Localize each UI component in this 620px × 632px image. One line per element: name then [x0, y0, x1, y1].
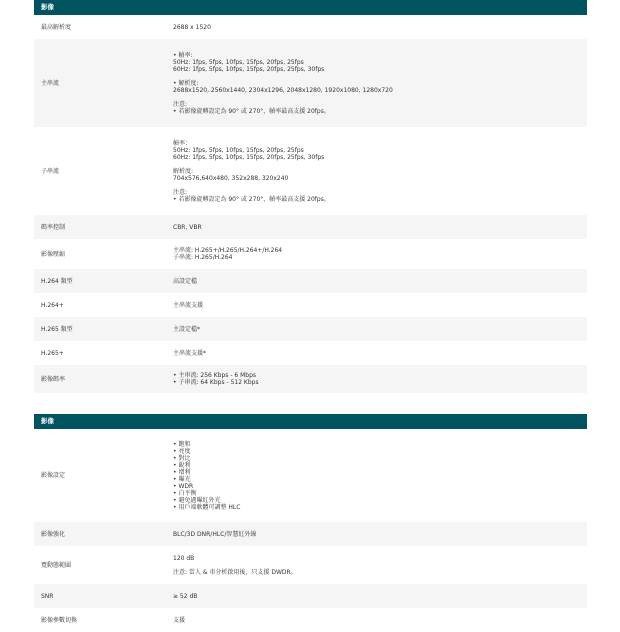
spec-line: • 用戶端軟體可調整 HLC [173, 503, 241, 511]
spec-line: • 避免過曝紅外光 [173, 496, 221, 504]
spec-value [173, 372, 587, 386]
spec-line: 60Hz: 1fps, 5fps, 10fps, 15fps, 20fps, 25fps, 30fps [173, 65, 325, 73]
spec-line: 2688x1520, 2560x1440, 2304x1296, 2048x1280, 1920x1080, 1280x720 [173, 86, 393, 94]
spec-paragraph [173, 350, 587, 357]
spec-line: 幀率： [173, 139, 192, 147]
spec-value [173, 52, 587, 115]
spec-paragraph [173, 24, 587, 31]
spec-label: 主串流 [41, 79, 60, 87]
spec-label: H.265+ [41, 349, 64, 357]
spec-line: 主串流: H.265+/H.265/H.264+/H.264 [173, 247, 283, 254]
spec-paragraph [173, 569, 587, 576]
spec-line: 注意: 當人 & 車分析啟用後，只支援 DWDR。 [173, 568, 297, 576]
spec-row [34, 127, 587, 215]
spec-value [173, 350, 587, 357]
spec-line: 50Hz: 1fps, 5fps, 10fps, 15fps, 20fps, 25fps [173, 58, 304, 66]
spec-label: 影像設定 [41, 472, 66, 479]
spec-row [34, 608, 587, 632]
spec-line: 60Hz: 1fps, 5fps, 10fps, 15fps, 20fps, 25fps, 30fps [173, 153, 325, 161]
spec-sheet [34, 0, 587, 632]
spec-paragraph [173, 372, 587, 386]
spec-line: • 飽和 [173, 440, 191, 448]
spec-line: 主串流支援 [173, 301, 204, 309]
spec-section [34, 414, 587, 632]
spec-label: 影像壓縮 [41, 250, 66, 258]
spec-line: • WDR [173, 482, 194, 490]
section-header: 影像 [34, 0, 587, 15]
spec-line: • 亮度 [173, 447, 191, 455]
spec-line: • 白平衡 [173, 489, 197, 497]
spec-paragraph [173, 441, 587, 511]
spec-paragraph [173, 168, 587, 182]
spec-label: 影像碼率 [41, 375, 66, 383]
spec-line: • 解析度: [173, 79, 199, 87]
spec-value [173, 617, 587, 624]
spec-line: BLC/3D DNR/HLC/智慧紅外線 [173, 530, 257, 538]
spec-line: 子串流: H.265/H.264 [173, 254, 233, 261]
spec-line: 2688 x 1520 [173, 23, 211, 31]
spec-line: • 主串流: 256 Kbps - 6 Mbps [173, 372, 257, 379]
spec-line: 主串流支援* [173, 349, 207, 357]
spec-line: ≥ 52 dB [173, 592, 198, 600]
spec-paragraph [173, 140, 587, 161]
spec-row [34, 239, 587, 269]
spec-row [34, 429, 587, 522]
spec-value [173, 140, 587, 203]
spec-line: 主設定檔* [173, 325, 201, 333]
spec-paragraph [173, 224, 587, 231]
spec-value [173, 278, 587, 285]
spec-value [173, 24, 587, 31]
spec-value [173, 441, 587, 511]
spec-paragraph [173, 593, 587, 600]
spec-line: 704x576,640x480, 352x288, 320x240 [173, 174, 289, 182]
spec-value [173, 224, 587, 231]
spec-paragraph [173, 555, 587, 562]
spec-line: • 若影像旋轉設定為 90° 或 270°，幀率最高支援 20fps。 [173, 107, 330, 115]
spec-label: H.264+ [41, 301, 64, 309]
spec-line: 支援 [173, 616, 186, 624]
spec-label: H.264 類型 [41, 277, 73, 285]
spec-label: SNR [41, 592, 54, 600]
spec-paragraph [173, 302, 587, 309]
spec-paragraph [173, 101, 587, 115]
spec-paragraph [173, 80, 587, 94]
spec-label: 最高解析度 [41, 23, 72, 31]
spec-value [173, 247, 587, 261]
spec-label: 影像強化 [41, 530, 66, 538]
spec-line: • 曝光 [173, 475, 191, 483]
spec-line: • 增利 [173, 468, 191, 476]
spec-line: • 子串流: 64 Kbps - 512 Kbps [173, 379, 259, 386]
spec-label: 子串流 [41, 167, 60, 175]
spec-line: 解析度: [173, 167, 194, 175]
spec-paragraph [173, 189, 587, 203]
spec-line: • 幀率: [173, 51, 193, 59]
spec-row [34, 215, 587, 239]
spec-line: • 銳利 [173, 461, 191, 469]
spec-row [34, 522, 587, 546]
spec-line: 50Hz: 1fps, 5fps, 10fps, 15fps, 20fps, 25fps [173, 146, 304, 154]
spec-section [34, 0, 587, 393]
spec-value [173, 302, 587, 309]
spec-row [34, 546, 587, 584]
spec-row [34, 317, 587, 341]
spec-row [34, 365, 587, 393]
spec-row [34, 293, 587, 317]
spec-paragraph [173, 247, 587, 261]
spec-row [34, 15, 587, 39]
spec-line: • 若影像旋轉設定為 90° 或 270°，幀率最高支援 20fps。 [173, 195, 330, 203]
spec-value [173, 326, 587, 333]
spec-row [34, 39, 587, 127]
section-header: 影像 [34, 414, 587, 429]
spec-line: 注意: [173, 188, 188, 196]
spec-line: 120 dB [173, 554, 195, 562]
spec-label: 影像參數切換 [41, 616, 78, 624]
spec-row [34, 584, 587, 608]
spec-line: • 對比 [173, 454, 191, 462]
spec-row [34, 341, 587, 365]
spec-label: 碼率控制 [41, 223, 66, 231]
spec-label: 寬動態範圍 [41, 561, 72, 569]
spec-paragraph [173, 617, 587, 624]
spec-line: 高設定檔 [173, 277, 198, 285]
spec-value [173, 555, 587, 576]
spec-paragraph [173, 326, 587, 333]
spec-row [34, 269, 587, 293]
spec-paragraph [173, 52, 587, 73]
spec-paragraph [173, 531, 587, 538]
spec-line: 注意: [173, 100, 188, 108]
spec-value [173, 593, 587, 600]
spec-line: CBR, VBR [173, 223, 202, 231]
spec-value [173, 531, 587, 538]
spec-label: H.265 類型 [41, 325, 73, 333]
spec-paragraph [173, 278, 587, 285]
